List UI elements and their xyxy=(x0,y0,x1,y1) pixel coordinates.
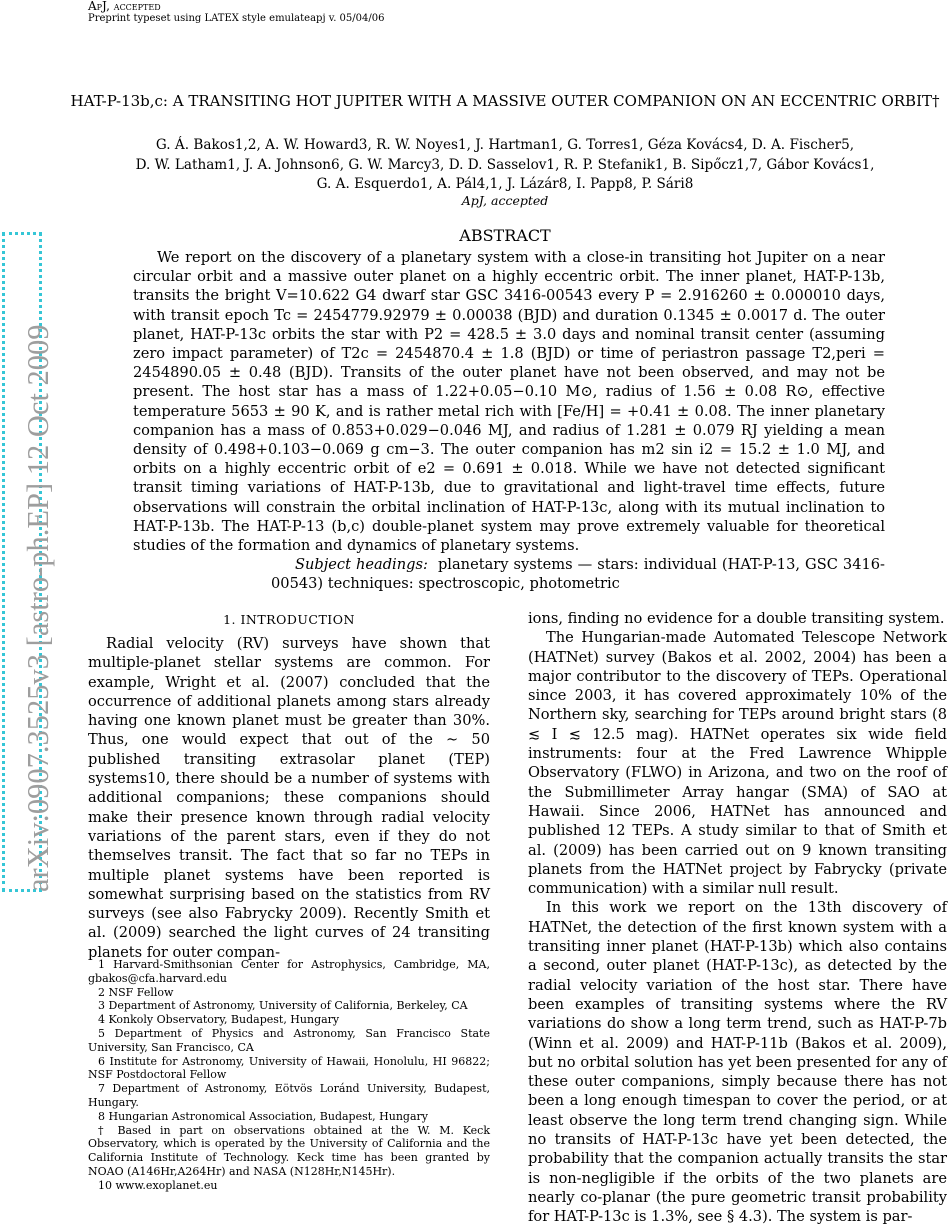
footnote: 2 NSF Fellow xyxy=(98,985,174,999)
subject-label: Subject headings: xyxy=(295,556,428,574)
footnote: 1 Harvard-Smithsonian Center for Astrophysics, Cambridge, MA, gbakos@cfa.harvard.edu xyxy=(88,958,490,985)
footnote: 4 Konkoly Observatory, Budapest, Hungary xyxy=(98,1013,340,1027)
author-line: G. A. Esquerdo1, A. Pál4,1, J. Lázár8, I. Papp8, P. Sári8 xyxy=(316,176,694,192)
intro-paragraph-1-cont: ions, finding no evidence for a double transiting system. xyxy=(528,610,945,627)
abstract-heading: ABSTRACT xyxy=(459,226,551,245)
subject-headings xyxy=(133,555,885,593)
footnote: 5 Department of Physics and Astronomy, San Francisco State University, San Francisco, CA xyxy=(88,1026,490,1054)
section-heading: 1. INTRODUCTION xyxy=(223,612,355,627)
author-line: G. Á. Bakos1,2, A. W. Howard3, R. W. Noyes1, J. Hartman1, G. Torres1, Géza Kovács4, D. A. Fischer5, xyxy=(155,137,855,153)
footnote: 7 Department of Astronomy, Eötvös Loránd University, Budapest, Hungary. xyxy=(88,1082,490,1109)
journal-header: ApJ, accepted xyxy=(88,0,161,13)
footnote: † Based in part on observations obtained at the W. M. Keck Observatory, which is operated by the University of California and the California Institute of Technology. Keck time has been granted by NOAO (A146Hr,A264Hr) and NASA (N128Hr,N145Hr). xyxy=(88,1123,490,1178)
intro-paragraph-1: Radial velocity (RV) surveys have shown that multiple-planet stellar systems are common. For example, Wright et al. (2007) concluded that the occurrence of additional planets among stars already having one known planet must be greater than 30%. Thus, one would expect that out of the ∼ 50 published transiting extrasolar planet (TEP) systems10, there should be a number of systems with additional companions; these companions should make their presence known through radial velocity variations of the parent stars, even if they do not themselves transit. The fact that so far no TEPs in multiple planet systems have been reported is somewhat surprising based on the statistics from RV surveys (see also Fabrycky 2009). Recently Smith et al. (2009) searched the light curves of 24 transiting planets for outer compan- xyxy=(88,635,490,961)
footnote: 6 Institute for Astronomy, University of Hawaii, Honolulu, HI 96822; NSF Postdoctoral Fellow xyxy=(88,1054,490,1082)
preprint-line: Preprint typeset using LATEX style emulateapj v. 05/04/06 xyxy=(88,12,385,24)
footnote: 8 Hungarian Astronomical Association, Budapest, Hungary xyxy=(98,1109,428,1123)
paper-title: HAT-P-13b,c: A TRANSITING HOT JUPITER WITH A MASSIVE OUTER COMPANION ON AN ECCENTRIC ORBIT† xyxy=(70,92,940,110)
footnotes xyxy=(88,958,490,1193)
footnote: 10 www.exoplanet.eu xyxy=(98,1178,218,1192)
abstract-text: We report on the discovery of a planetary system with a close-in transiting hot Jupiter on a near circular orbit and a massive outer planet on a highly eccentric orbit. The inner planet, HAT-P-13b, transits the bright V=10.622 G4 dwarf star GSC 3416-00543 every P = 2.916260 ± 0.000010 days, with transit epoch Tc = 2454779.92979 ± 0.00038 (BJD) and duration 0.1345 ± 0.0017 d. The outer planet, HAT-P-13c orbits the star with P2 = 428.5 ± 3.0 days and nominal transit center (assuming zero impact parameter) of T2c = 2454870.4 ± 1.8 (BJD) or time of periastron passage T2,peri = 2454890.05 ± 0.48 (BJD). Transits of the outer planet have not been observed, and may not be present. The host star has a mass of 1.22+0.05−0.10 M⊙, radius of 1.56 ± 0.08 R⊙, effective temperature 5653 ± 90 K, and is rather metal rich with [Fe/H] = +0.41 ± 0.08. The inner planetary companion has a mass of 0.853+0.029−0.046 MJ, and radius of 1.281 ± 0.079 RJ yielding a mean density of 0.498+0.103−0.069 g cm−3. The outer companion has m2 sin i2 = 15.2 ± 1.0 MJ, and orbits on a highly eccentric orbit of e2 = 0.691 ± 0.018. While we have not detected significant transit timing variations of HAT-P-13b, due to gravitational and light-travel time effects, future observations will constrain the orbital inclination of HAT-P-13c, along with its mutual inclination to HAT-P-13b. The HAT-P-13 (b,c) double-planet system may prove extremely valuable for theoretical studies of the formation and dynamics of planetary systems. xyxy=(133,249,885,555)
footnote: 3 Department of Astronomy, University of California, Berkeley, CA xyxy=(98,999,468,1013)
author-line: D. W. Latham1, J. A. Johnson6, G. W. Marcy3, D. D. Sasselov1, R. P. Stefanik1, B. Sipőcz1,7, Gábor Kovács1, xyxy=(135,156,875,173)
running-header xyxy=(88,0,384,25)
journal-status: ApJ, accepted xyxy=(461,193,549,208)
intro-paragraph-2: The Hungarian-made Automated Telescope Network (HATNet) survey (Bakos et al. 2002, 2004) has been a major contributor to the discovery of TEPs. Operational since 2003, it has covered approximately 10% of the Northern sky, searching for TEPs around bright stars (8 ≲ I ≲ 12.5 mag). HATNet operates six wide field instruments: four at the Fred Lawrence Whipple Observatory (FLWO) in Arizona, and two on the roof of the Submillimeter Array hangar (SMA) of SAO at Hawaii. Since 2006, HATNet has announced and published 12 TEPs. A study similar to that of Smith et al. (2009) has been carried out on 9 known transiting planets from the HATNet project by Fabrycky (private communication) with a similar null result. xyxy=(528,629,947,898)
abstract xyxy=(133,248,885,594)
subject-text: planetary systems — stars: individual (HAT-P-13, GSC 3416-00543) techniques: spectroscopic, photometric xyxy=(271,556,885,593)
arxiv-stamp[interactable]: arXiv:0907.3525v3 [astro-ph.EP] 12 Oct 2009 xyxy=(21,324,55,892)
author-list xyxy=(60,136,949,195)
right-column xyxy=(528,609,947,1227)
intro-paragraph-3: In this work we report on the 13th discovery of HATNet, the detection of the first known system with a transiting inner planet (HAT-P-13b) which also contains a second, outer planet (HAT-P-13c), as detected by the radial velocity variation of the host star. There have been examples of transiting systems where the RV variations do show a long term trend, such as HAT-P-7b (Winn et al. 2009) and HAT-P-11b (Bakos et al. 2009), but no orbital solution has yet been presented for any of these outer companions, simply because there has not been a long enough timespan to cover the period, or at least observe the long term trend changing sign. While no transits of HAT-P-13c have yet been detected, the probability that the companion actually transits the star is non-negligible if the orbits of the two planets are nearly co-planar (the pure geometric transit probability for HAT-P-13c is 1.3%, see § 4.3). The system is par- xyxy=(528,899,947,1226)
left-column xyxy=(88,610,490,962)
